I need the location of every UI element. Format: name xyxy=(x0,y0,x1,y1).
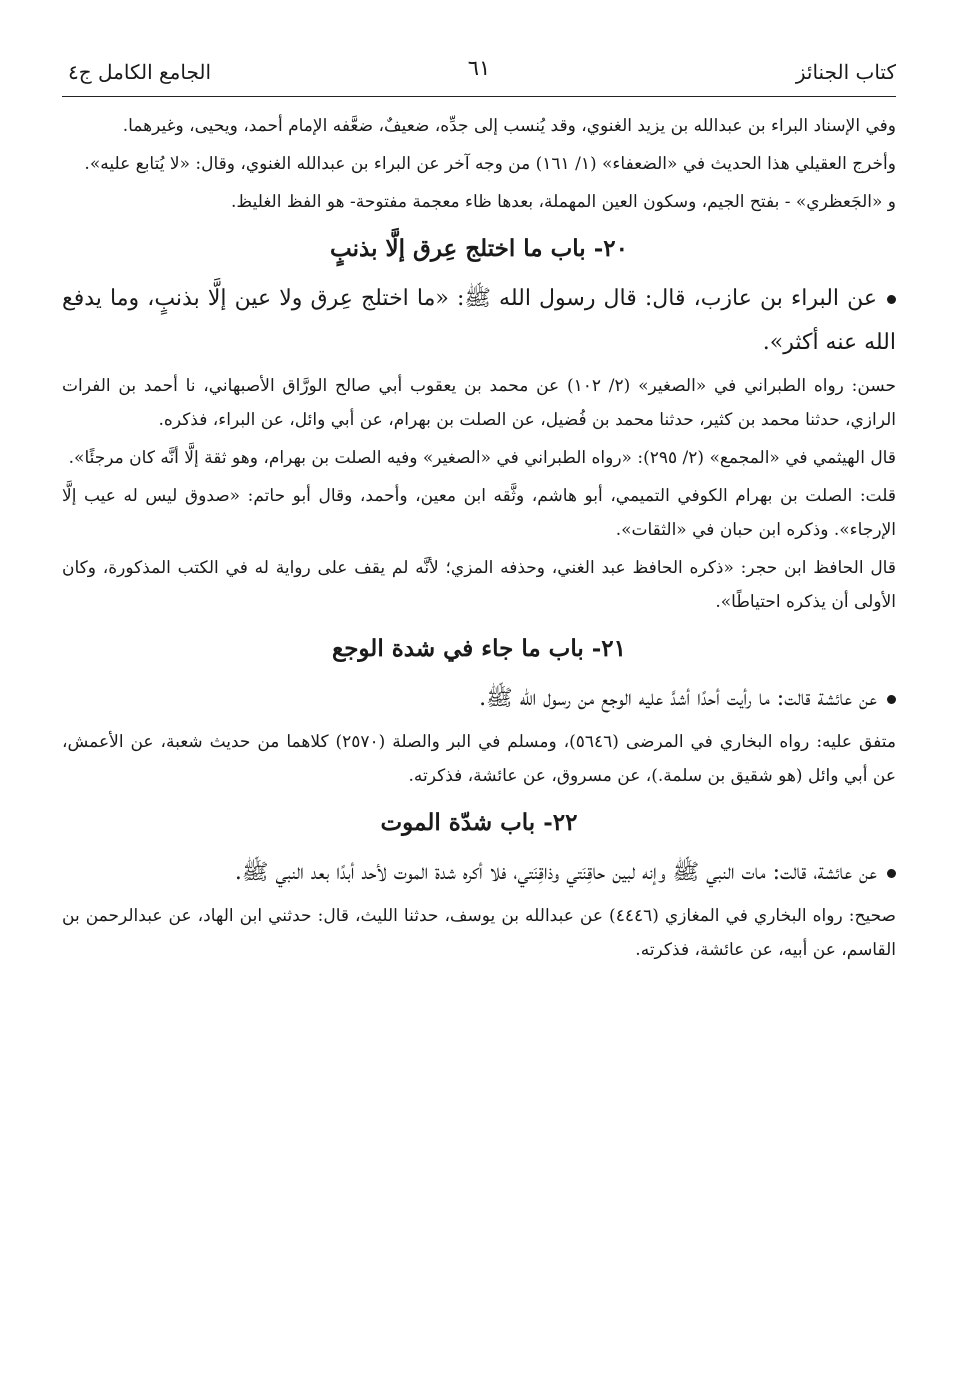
section-20-hadith xyxy=(62,277,896,365)
page-content xyxy=(62,97,896,967)
page-number: ٦١ xyxy=(467,56,491,80)
section-21-note-1: متفق عليه: رواه البخاري في المرضى (٥٦٤٦)، ومسلم في البر والصلة (٢٥٧٠) كلاهما من حديث شعبة، عن الأعمش، عن أبي وائل (هو شقيق بن سلمة.)، عن مسروق، عن عائشة، فذكرته. xyxy=(62,732,897,786)
hadith-text: عن عائشة، قالت: مات النبي ﷺ وإنه لبين حاقِنَتي وذاقِنَتي، فلا أكره شدة الموت لأحد أبدًا بعد النبي ﷺ. xyxy=(234,860,877,885)
bullet-icon xyxy=(887,695,896,704)
bullet-icon xyxy=(887,869,896,878)
section-22-note-1: صحيح: رواه البخاري في المغازي (٤٤٤٦) عن عبدالله بن يوسف، حدثنا الليث، قال: حدثني ابن الهاد، عن عبدالرحمن بن القاسم، عن أبيه، عن عائشة، فذكرته. xyxy=(62,906,896,960)
section-20-note-3: قلت: الصلت بن بهرام الكوفي التميمي، أبو هاشم، وثَّقه ابن معين، وأحمد، وقال أبو حاتم: «صدوق ليس له عيب إلَّا الإرجاء». وذكره ابن حبان في «الثقات». xyxy=(62,486,896,540)
chapter-name: كتاب الجنائز xyxy=(795,60,896,84)
book-page xyxy=(62,52,896,1383)
hadith-text: عن عائشة قالت: ما رأيت أحدًا أشدَّ عليه الوجع من رسول الله ﷺ. xyxy=(479,686,877,711)
section-20-note-4: قال الحافظ ابن حجر: «ذكره الحافظ عبد الغني، وحذفه المزي؛ لأنَّه لم يقف على رواية له في الكتب المذكورة، وكان الأولى أن يذكره احتياطًا». xyxy=(62,558,896,612)
intro-paragraph-2: وأخرج العقيلي هذا الحديث في «الضعفاء» (١/ ١٦١) من وجه آخر عن البراء بن عبدالله الغنوي، وقال: «لا يُتابع عليه». xyxy=(84,154,896,174)
hadith-text: عن البراء بن عازب، قال: قال رسول الله ﷺ: «ما اختلج عِرق ولا عين إلَّا بذنبٍ، وما يدفع الله عنه أكثر». xyxy=(62,286,896,355)
section-21-title: ٢١- باب ما جاء في شدة الوجع xyxy=(331,635,627,662)
section-20-note-2: قال الهيثمي في «المجمع» (٢/ ٢٩٥): «رواه الطبراني في «الصغير» وفيه الصلت بن بهرام، وهو ثقة إلَّا أنَّه كان مرجئًا». xyxy=(68,448,896,468)
intro-paragraph-3: و «الجَعظري» - بفتح الجيم، وسكون العين المهملة، بعدها ظاء معجمة مفتوحة- هو الفظ الغليظ. xyxy=(231,192,896,212)
section-22-title: ٢٢- باب شدّة الموت xyxy=(380,809,578,836)
section-22-hadith xyxy=(62,851,896,895)
book-title: الجامع الكامل ج٤ xyxy=(68,60,212,84)
section-21-hadith xyxy=(62,677,896,721)
intro-paragraph-1: وفي الإسناد البراء بن عبدالله بن يزيد الغنوي، وقد يُنسب إلى جدِّه، ضعيفٌ، ضعَّفه الإمام أحمد، ويحيى، وغيرهما. xyxy=(122,116,896,136)
section-20-title: ٢٠- باب ما اختلج عِرق إلَّا بذنبٍ xyxy=(330,235,628,262)
section-20-note-1: حسن: رواه الطبراني في «الصغير» (٢/ ١٠٢) عن محمد بن يعقوب أبي صالح الورَّاق الأصبهاني، نا أحمد بن الفرات الرازي، حدثنا محمد بن كثير، حدثنا محمد بن فُضيل، عن الصلت بن بهرام، عن أبي وائل، عن البراء، فذكره. xyxy=(62,376,897,430)
page-header xyxy=(62,52,896,97)
bullet-icon xyxy=(887,295,896,304)
